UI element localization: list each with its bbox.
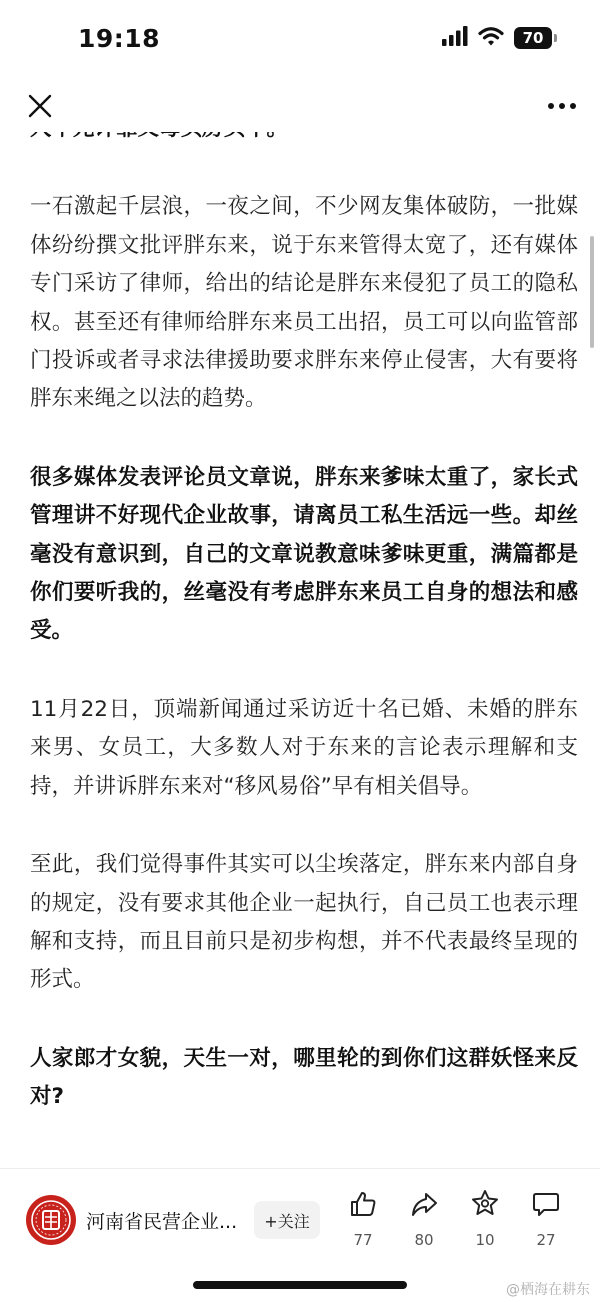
close-button[interactable] bbox=[22, 88, 58, 124]
account-logo-icon bbox=[29, 1198, 73, 1242]
wifi-icon bbox=[478, 26, 504, 50]
article-paragraph: 一石激起千层浪，一夜之间，不少网友集体破防，一批媒体纷纷撰文批评胖东来，说于东来管得太宽了，还有媒体专门采访了律师，给出的结论是胖东来侵犯了员工的隐私权。甚至还有律师给胖东来员工出招，员工可以向监管部门投诉或者寻求法律援助要求胖东来停止侵害，大有要将胖东来绳之以法的趋势。 bbox=[30, 194, 578, 412]
article-body[interactable] bbox=[30, 132, 578, 1167]
battery-icon bbox=[514, 27, 552, 49]
article-paragraph: 人家郎才女貌，天生一对，哪里轮的到你们这群妖怪来反对? bbox=[30, 1045, 578, 1110]
share-button[interactable] bbox=[399, 1189, 449, 1249]
comment-icon bbox=[531, 1189, 561, 1219]
comment-count: 27 bbox=[536, 1231, 556, 1249]
comment-button[interactable] bbox=[521, 1189, 571, 1249]
follow-button[interactable]: +关注 bbox=[254, 1201, 320, 1239]
more-dots-icon bbox=[547, 102, 577, 110]
article-paragraph: 很多媒体发表评论员文章说，胖东来爹味太重了，家长式管理讲不好现代企业故事，请离员工私生活远一些。却丝毫没有意识到，自己的文章说教意味爹味更重，满篇都是你们要听我的，丝毫没有考虑胖东来员工自身的想法和感受。 bbox=[30, 464, 578, 644]
thumbs-up-icon bbox=[348, 1189, 378, 1219]
more-button[interactable] bbox=[542, 88, 582, 124]
battery-level: 70 bbox=[522, 29, 544, 47]
nav-bar bbox=[0, 80, 600, 132]
account-name[interactable]: 河南省民营企业... bbox=[86, 1211, 238, 1233]
share-arrow-icon bbox=[409, 1189, 439, 1219]
scrollbar[interactable] bbox=[590, 236, 594, 348]
article-paragraph: 11月22日，顶端新闻通过采访近十名已婚、未婚的胖东来男、女员工，大多数人对于东来的言论表示理解和支持，并讲诉胖东来对“移风易俗”早有相关倡导。 bbox=[30, 696, 578, 799]
cellular-signal-icon bbox=[442, 26, 468, 50]
article-paragraph: 至此，我们觉得事件其实可以尘埃落定，胖东来内部自身的规定，没有要求其他企业一起执行，自己员工也表示理解和支持，而且目前只是初步构想，并不代表最终呈现的形式。 bbox=[30, 852, 578, 993]
watermark: @栖海在耕东 bbox=[506, 1282, 590, 1298]
status-bar bbox=[0, 0, 600, 80]
recommend-count: 10 bbox=[475, 1231, 495, 1249]
status-time: 19:18 bbox=[78, 24, 161, 53]
like-button[interactable] bbox=[338, 1189, 388, 1249]
share-count: 80 bbox=[414, 1231, 434, 1249]
account-avatar[interactable] bbox=[26, 1195, 76, 1245]
like-count: 77 bbox=[353, 1231, 373, 1249]
recommend-button[interactable] bbox=[460, 1189, 510, 1249]
status-icons bbox=[442, 26, 552, 50]
close-icon bbox=[28, 94, 52, 118]
home-indicator[interactable] bbox=[193, 1281, 407, 1289]
recommend-star-icon bbox=[470, 1189, 500, 1219]
